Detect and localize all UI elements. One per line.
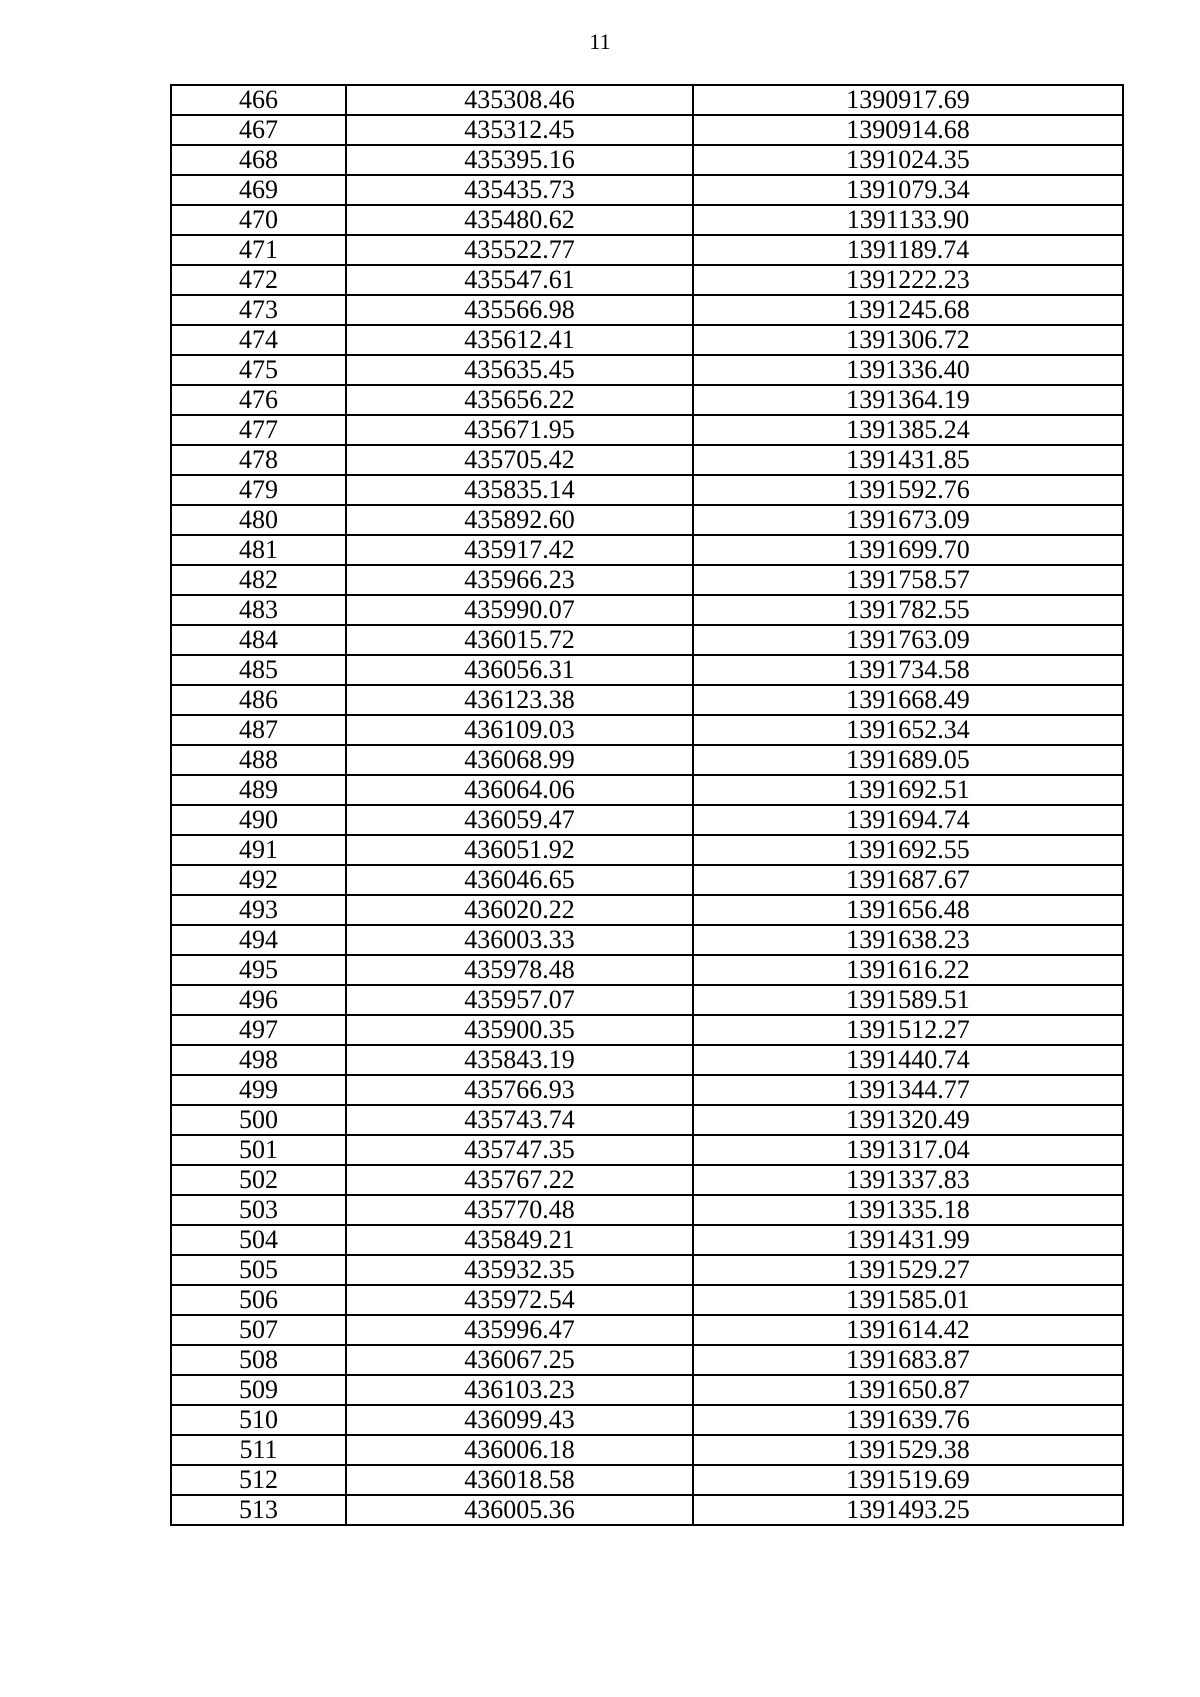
x-coordinate-cell: 436064.06 (346, 775, 693, 805)
table-row (171, 685, 1123, 715)
x-coordinate-cell: 435705.42 (346, 445, 693, 475)
coordinates-table (170, 84, 1124, 1526)
point-number-cell: 475 (171, 355, 346, 385)
y-coordinate-cell: 1391638.23 (693, 925, 1123, 955)
point-number-cell: 467 (171, 115, 346, 145)
y-coordinate-cell: 1391692.55 (693, 835, 1123, 865)
x-coordinate-cell: 435612.41 (346, 325, 693, 355)
table-row (171, 595, 1123, 625)
table-row (171, 1165, 1123, 1195)
table-row (171, 775, 1123, 805)
x-coordinate-cell: 436056.31 (346, 655, 693, 685)
point-number-cell: 511 (171, 1435, 346, 1465)
table-row (171, 865, 1123, 895)
point-number-cell: 477 (171, 415, 346, 445)
x-coordinate-cell: 436109.03 (346, 715, 693, 745)
x-coordinate-cell: 435766.93 (346, 1075, 693, 1105)
table-row (171, 985, 1123, 1015)
table-row (171, 895, 1123, 925)
x-coordinate-cell: 435972.54 (346, 1285, 693, 1315)
x-coordinate-cell: 435990.07 (346, 595, 693, 625)
x-coordinate-cell: 436123.38 (346, 685, 693, 715)
point-number-cell: 502 (171, 1165, 346, 1195)
point-number-cell: 473 (171, 295, 346, 325)
y-coordinate-cell: 1391652.34 (693, 715, 1123, 745)
table-row (171, 1225, 1123, 1255)
table-row (171, 535, 1123, 565)
point-number-cell: 503 (171, 1195, 346, 1225)
x-coordinate-cell: 436059.47 (346, 805, 693, 835)
x-coordinate-cell: 435656.22 (346, 385, 693, 415)
point-number-cell: 486 (171, 685, 346, 715)
point-number-cell: 494 (171, 925, 346, 955)
y-coordinate-cell: 1391529.38 (693, 1435, 1123, 1465)
x-coordinate-cell: 435747.35 (346, 1135, 693, 1165)
y-coordinate-cell: 1391668.49 (693, 685, 1123, 715)
x-coordinate-cell: 436046.65 (346, 865, 693, 895)
point-number-cell: 500 (171, 1105, 346, 1135)
x-coordinate-cell: 435566.98 (346, 295, 693, 325)
point-number-cell: 483 (171, 595, 346, 625)
table-row (171, 85, 1123, 115)
y-coordinate-cell: 1391306.72 (693, 325, 1123, 355)
point-number-cell: 501 (171, 1135, 346, 1165)
point-number-cell: 489 (171, 775, 346, 805)
table-row (171, 1315, 1123, 1345)
table-row (171, 445, 1123, 475)
table-row (171, 835, 1123, 865)
y-coordinate-cell: 1391519.69 (693, 1465, 1123, 1495)
x-coordinate-cell: 435671.95 (346, 415, 693, 445)
x-coordinate-cell: 435480.62 (346, 205, 693, 235)
table-row (171, 745, 1123, 775)
table-row (171, 1195, 1123, 1225)
y-coordinate-cell: 1391133.90 (693, 205, 1123, 235)
x-coordinate-cell: 436099.43 (346, 1405, 693, 1435)
table-row (171, 1465, 1123, 1495)
y-coordinate-cell: 1390917.69 (693, 85, 1123, 115)
table-row (171, 205, 1123, 235)
table-row (171, 325, 1123, 355)
table-row (171, 235, 1123, 265)
x-coordinate-cell: 436020.22 (346, 895, 693, 925)
table-row (171, 355, 1123, 385)
x-coordinate-cell: 435932.35 (346, 1255, 693, 1285)
table-row (171, 1135, 1123, 1165)
x-coordinate-cell: 436006.18 (346, 1435, 693, 1465)
point-number-cell: 479 (171, 475, 346, 505)
x-coordinate-cell: 435900.35 (346, 1015, 693, 1045)
y-coordinate-cell: 1391614.42 (693, 1315, 1123, 1345)
point-number-cell: 490 (171, 805, 346, 835)
table-row (171, 415, 1123, 445)
y-coordinate-cell: 1391024.35 (693, 145, 1123, 175)
x-coordinate-cell: 435395.16 (346, 145, 693, 175)
table-row (171, 805, 1123, 835)
point-number-cell: 506 (171, 1285, 346, 1315)
y-coordinate-cell: 1391589.51 (693, 985, 1123, 1015)
point-number-cell: 468 (171, 145, 346, 175)
y-coordinate-cell: 1391650.87 (693, 1375, 1123, 1405)
point-number-cell: 507 (171, 1315, 346, 1345)
x-coordinate-cell: 435522.77 (346, 235, 693, 265)
y-coordinate-cell: 1391335.18 (693, 1195, 1123, 1225)
point-number-cell: 481 (171, 535, 346, 565)
table-row (171, 1015, 1123, 1045)
table-row (171, 1045, 1123, 1075)
point-number-cell: 469 (171, 175, 346, 205)
x-coordinate-cell: 435435.73 (346, 175, 693, 205)
x-coordinate-cell: 436015.72 (346, 625, 693, 655)
table-row (171, 385, 1123, 415)
y-coordinate-cell: 1391592.76 (693, 475, 1123, 505)
x-coordinate-cell: 436051.92 (346, 835, 693, 865)
point-number-cell: 504 (171, 1225, 346, 1255)
table-row (171, 1075, 1123, 1105)
table-row (171, 565, 1123, 595)
table-row (171, 625, 1123, 655)
table-row (171, 925, 1123, 955)
point-number-cell: 492 (171, 865, 346, 895)
table-row (171, 115, 1123, 145)
y-coordinate-cell: 1391529.27 (693, 1255, 1123, 1285)
x-coordinate-cell: 435996.47 (346, 1315, 693, 1345)
y-coordinate-cell: 1391734.58 (693, 655, 1123, 685)
point-number-cell: 488 (171, 745, 346, 775)
table-row (171, 1405, 1123, 1435)
table-row (171, 1495, 1123, 1525)
x-coordinate-cell: 435770.48 (346, 1195, 693, 1225)
table-row (171, 655, 1123, 685)
y-coordinate-cell: 1391694.74 (693, 805, 1123, 835)
y-coordinate-cell: 1391758.57 (693, 565, 1123, 595)
y-coordinate-cell: 1391683.87 (693, 1345, 1123, 1375)
table-row (171, 505, 1123, 535)
point-number-cell: 498 (171, 1045, 346, 1075)
y-coordinate-cell: 1391222.23 (693, 265, 1123, 295)
y-coordinate-cell: 1391692.51 (693, 775, 1123, 805)
point-number-cell: 499 (171, 1075, 346, 1105)
point-number-cell: 471 (171, 235, 346, 265)
y-coordinate-cell: 1391245.68 (693, 295, 1123, 325)
y-coordinate-cell: 1391493.25 (693, 1495, 1123, 1525)
x-coordinate-cell: 435835.14 (346, 475, 693, 505)
y-coordinate-cell: 1391656.48 (693, 895, 1123, 925)
point-number-cell: 512 (171, 1465, 346, 1495)
y-coordinate-cell: 1391512.27 (693, 1015, 1123, 1045)
x-coordinate-cell: 435957.07 (346, 985, 693, 1015)
y-coordinate-cell: 1391189.74 (693, 235, 1123, 265)
x-coordinate-cell: 436005.36 (346, 1495, 693, 1525)
x-coordinate-cell: 435743.74 (346, 1105, 693, 1135)
point-number-cell: 487 (171, 715, 346, 745)
y-coordinate-cell: 1391782.55 (693, 595, 1123, 625)
x-coordinate-cell: 436103.23 (346, 1375, 693, 1405)
point-number-cell: 478 (171, 445, 346, 475)
y-coordinate-cell: 1390914.68 (693, 115, 1123, 145)
table-row (171, 175, 1123, 205)
point-number-cell: 505 (171, 1255, 346, 1285)
y-coordinate-cell: 1391344.77 (693, 1075, 1123, 1105)
y-coordinate-cell: 1391763.09 (693, 625, 1123, 655)
table-row (171, 1375, 1123, 1405)
table-row (171, 715, 1123, 745)
y-coordinate-cell: 1391431.85 (693, 445, 1123, 475)
y-coordinate-cell: 1391616.22 (693, 955, 1123, 985)
point-number-cell: 484 (171, 625, 346, 655)
point-number-cell: 513 (171, 1495, 346, 1525)
point-number-cell: 497 (171, 1015, 346, 1045)
table-row (171, 1255, 1123, 1285)
x-coordinate-cell: 435635.45 (346, 355, 693, 385)
point-number-cell: 482 (171, 565, 346, 595)
y-coordinate-cell: 1391687.67 (693, 865, 1123, 895)
x-coordinate-cell: 435849.21 (346, 1225, 693, 1255)
table-row (171, 265, 1123, 295)
point-number-cell: 491 (171, 835, 346, 865)
y-coordinate-cell: 1391385.24 (693, 415, 1123, 445)
y-coordinate-cell: 1391440.74 (693, 1045, 1123, 1075)
table-row (171, 1285, 1123, 1315)
point-number-cell: 509 (171, 1375, 346, 1405)
point-number-cell: 466 (171, 85, 346, 115)
table-row (171, 145, 1123, 175)
x-coordinate-cell: 435978.48 (346, 955, 693, 985)
x-coordinate-cell: 435312.45 (346, 115, 693, 145)
page-number: 11 (589, 29, 611, 54)
x-coordinate-cell: 436003.33 (346, 925, 693, 955)
x-coordinate-cell: 436018.58 (346, 1465, 693, 1495)
y-coordinate-cell: 1391337.83 (693, 1165, 1123, 1195)
y-coordinate-cell: 1391079.34 (693, 175, 1123, 205)
point-number-cell: 476 (171, 385, 346, 415)
point-number-cell: 495 (171, 955, 346, 985)
y-coordinate-cell: 1391689.05 (693, 745, 1123, 775)
y-coordinate-cell: 1391364.19 (693, 385, 1123, 415)
point-number-cell: 493 (171, 895, 346, 925)
y-coordinate-cell: 1391673.09 (693, 505, 1123, 535)
point-number-cell: 472 (171, 265, 346, 295)
x-coordinate-cell: 435843.19 (346, 1045, 693, 1075)
point-number-cell: 474 (171, 325, 346, 355)
x-coordinate-cell: 435917.42 (346, 535, 693, 565)
point-number-cell: 470 (171, 205, 346, 235)
y-coordinate-cell: 1391336.40 (693, 355, 1123, 385)
table-row (171, 1105, 1123, 1135)
table-row (171, 1345, 1123, 1375)
point-number-cell: 496 (171, 985, 346, 1015)
x-coordinate-cell: 435767.22 (346, 1165, 693, 1195)
y-coordinate-cell: 1391585.01 (693, 1285, 1123, 1315)
x-coordinate-cell: 435892.60 (346, 505, 693, 535)
x-coordinate-cell: 435966.23 (346, 565, 693, 595)
x-coordinate-cell: 436068.99 (346, 745, 693, 775)
point-number-cell: 480 (171, 505, 346, 535)
x-coordinate-cell: 435547.61 (346, 265, 693, 295)
y-coordinate-cell: 1391320.49 (693, 1105, 1123, 1135)
x-coordinate-cell: 435308.46 (346, 85, 693, 115)
x-coordinate-cell: 436067.25 (346, 1345, 693, 1375)
y-coordinate-cell: 1391317.04 (693, 1135, 1123, 1165)
table-row (171, 475, 1123, 505)
table-row (171, 955, 1123, 985)
y-coordinate-cell: 1391639.76 (693, 1405, 1123, 1435)
point-number-cell: 485 (171, 655, 346, 685)
table-row (171, 1435, 1123, 1465)
y-coordinate-cell: 1391431.99 (693, 1225, 1123, 1255)
table-row (171, 295, 1123, 325)
point-number-cell: 510 (171, 1405, 346, 1435)
coordinates-table-body (171, 85, 1123, 1525)
y-coordinate-cell: 1391699.70 (693, 535, 1123, 565)
point-number-cell: 508 (171, 1345, 346, 1375)
